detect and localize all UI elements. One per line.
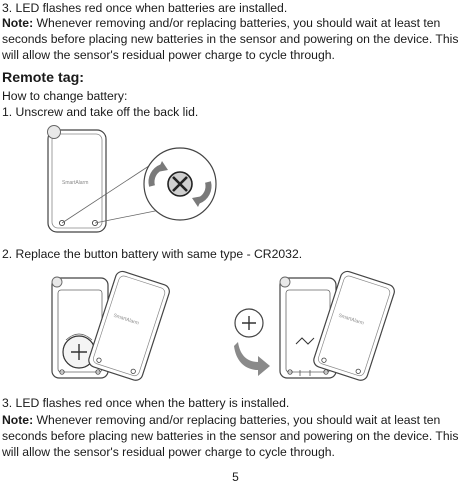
left-lid-brand-label: SmartAlarm [112, 312, 140, 327]
new-battery-icon [235, 309, 263, 337]
remote-tag-heading: Remote tag: [2, 70, 84, 86]
step3-top-text: 3. LED flashes red once when batteries are installed. [2, 1, 288, 15]
step2-text: 2. Replace the button battery with same type - CR2032. [2, 247, 303, 261]
insert-arrow-icon [234, 342, 270, 376]
note-top-text: Whenever removing and/or replacing batteries, you should wait at least ten seconds before placing new batteries in the sensor and powering on the device. This will allow the sensor's residual power charge to cycle through. [2, 16, 459, 62]
note-bottom-text: Whenever removing and/or replacing batteries, you should wait at least ten seconds before placing new batteries in the sensor and powering on the device. This will allow the sensor's residual power charge to cycle through. [2, 413, 459, 459]
device-brand-label: SmartAlarm [62, 180, 89, 186]
step1-text: 1. Unscrew and take off the back lid. [2, 105, 199, 119]
right-lid-brand-label: SmartAlarm [337, 312, 365, 327]
page-number: 5 [232, 470, 239, 484]
note-top-label: Note: [2, 16, 34, 30]
note-bottom-label: Note: [2, 413, 34, 427]
how-to-text: How to change battery: [2, 89, 128, 103]
step3-bottom-text: 3. LED flashes red once when the battery is installed. [2, 396, 290, 410]
note-bottom [2, 412, 470, 460]
